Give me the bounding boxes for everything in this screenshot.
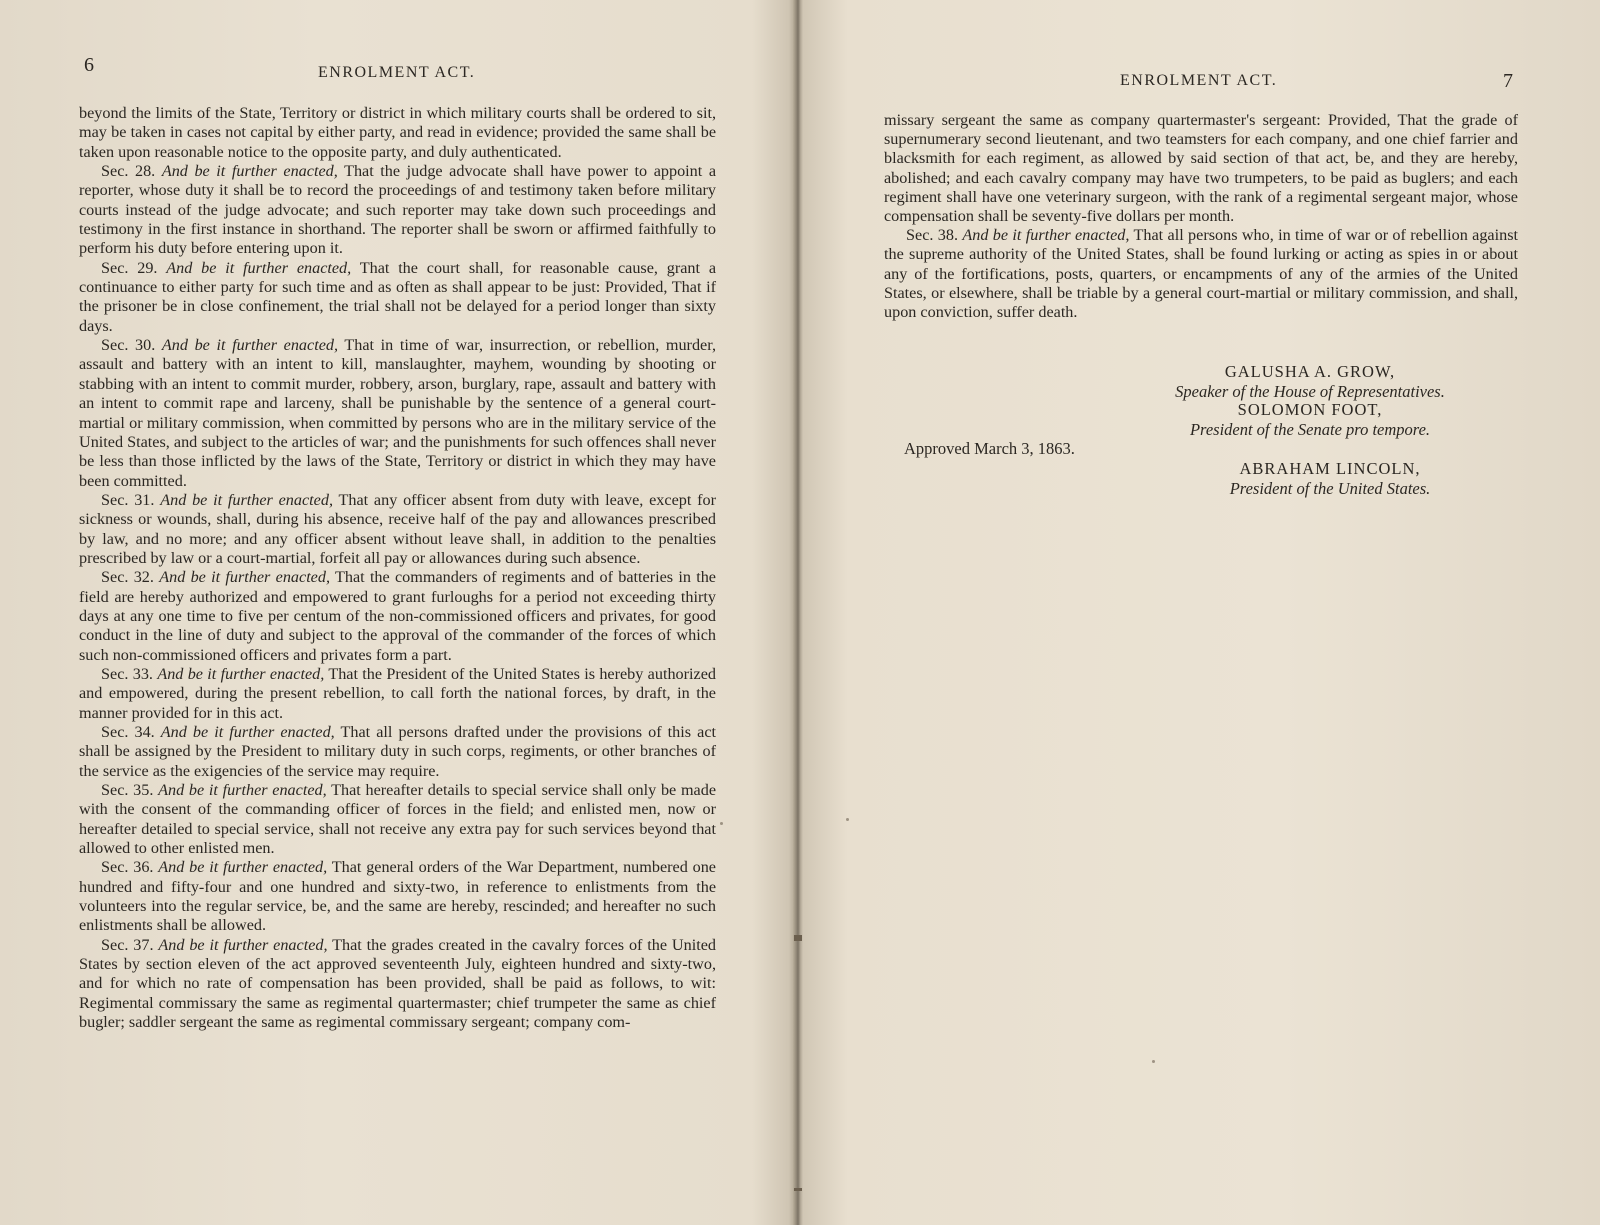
section-number: Sec. 32. <box>101 568 154 587</box>
section-34 <box>79 723 716 781</box>
section-body: That in time of war, insurrection, or rebellion, murder, assault and battery with an intent to kill, manslaughter, mayhem, wounding by shooting or stabbing with an intent to commit murder, robbery, arson, burglary, rape, assault and battery with an intent to commit rape and larceny, shall be punishable by the sentence of a general court-martial or military commission, when committed by persons who are in the military service of the United States, and subject to the articles of war; and the punishments for such offences shall never be less than those inflicted by the laws of the State, Territory or district in which they may have been committed. <box>79 336 717 490</box>
section-number: Sec. 30. <box>101 336 156 355</box>
signatory-title: Speaker of the House of Representatives. <box>1175 382 1445 401</box>
enacting-clause: And be it further enacted, <box>159 568 331 587</box>
section-30 <box>79 336 716 491</box>
section-37 <box>79 936 716 1033</box>
section-33 <box>79 665 716 723</box>
section-body: That the grades created in the cavalry forces of the United States by section eleven of the act approved seventeenth July, eighteen hundred and sixty-two, and for which no rate of compensation has been provided, shall be paid as follows, to wit: Regimental commissary the same as regimental quartermaster; chief trumpeter the same as chief bugler; saddler sergeant the same as regimental commissary sergeant; company com- <box>79 935 716 1032</box>
section-number: Sec. 29. <box>101 258 158 277</box>
enacting-clause: And be it further enacted, <box>161 336 339 355</box>
enacting-clause: And be it further enacted, <box>962 226 1130 245</box>
enacting-clause: And be it further enacted, <box>158 858 328 877</box>
section-38 <box>884 226 1518 322</box>
enacting-clause: And be it further enacted, <box>160 490 334 509</box>
enacting-clause: And be it further enacted, <box>158 781 327 800</box>
signatory-name: GALUSHA A. GROW, <box>1224 362 1396 381</box>
section-body: That any officer absent from duty with leave, except for sickness or wounds, shall, during his absence, receive half of the pay and allowances prescribed by law, and no more; and any officer absent without leave shall, in addition to the penalties prescribed by law or a court-martial, forfeit all pay or allowances during such absence. <box>79 490 717 567</box>
section-number: Sec. 38. <box>906 226 958 245</box>
section-35 <box>79 781 716 858</box>
paper-speck <box>720 822 723 825</box>
paragraph <box>79 104 716 162</box>
enacting-clause: And be it further enacted, <box>158 935 328 954</box>
page-number: 6 <box>84 54 94 76</box>
paragraph <box>884 111 1518 226</box>
section-body: That the President of the United States is hereby authorized and empowered, during the present rebellion, to call forth the national forces, by draft, in the manner provided for in this act. <box>79 664 716 722</box>
signature-speaker <box>1140 362 1480 402</box>
approval-date: Approved March 3, 1863. <box>904 439 1075 458</box>
paper-speck <box>1152 1060 1155 1063</box>
section-body: That the commanders of regiments and of batteries in the field are hereby authorized and empowered to grant furloughs for a period not exceeding thirty days at any one time to five per centum of the non-commissioned officers and privates, for good conduct in the line of duty and subject to the approval of the commander of the forces of which such non-commissioned officers and privates form a part. <box>79 568 716 664</box>
body-text <box>884 111 1518 322</box>
section-body: That general orders of the War Department, numbered one hundred and fifty-four and one hundred and sixty-two, in reference to enlistments from the volunteers into the regular service, be, and the same are hereby, rescinded; and hereafter no such enlistments shall be allowed. <box>79 858 716 935</box>
enacting-clause: And be it further enacted, <box>161 162 338 181</box>
enacting-clause: And be it further enacted, <box>160 723 335 741</box>
section-32 <box>79 568 716 665</box>
section-body: That all persons drafted under the provisions of this act shall be assigned by the President to military duty in such corps, regiments, or other branches of the service as the exigencies of the service may require. <box>79 723 716 780</box>
right-page <box>800 0 1600 1225</box>
paper-speck <box>846 818 849 821</box>
signatory-name: ABRAHAM LINCOLN, <box>1239 459 1421 478</box>
section-number: Sec. 28. <box>101 162 156 181</box>
section-31 <box>79 491 716 568</box>
page-number: 7 <box>1503 70 1513 92</box>
section-28 <box>79 162 716 259</box>
signatory-name: SOLOMON FOOT, <box>1237 400 1383 419</box>
paragraph-body: missary sergeant the same as company quartermaster's sergeant: Provided, That the grade of supernumerary second lieutenant, and two teamsters for each company, and one chief farrier and blacksmith for each regiment, as allowed by said section of that act, be, and they are hereby, abolished; and each cavalry company may have two trumpeters, to be paid as buglers; and each regiment shall have one veterinary surgeon, with the rank of a regimental sergeant major, whose compensation shall be seventy-five dollars per month. <box>884 111 1518 226</box>
section-number: Sec. 36. <box>101 858 154 877</box>
enacting-clause: And be it further enacted, <box>166 258 352 277</box>
section-body: That the judge advocate shall have power to appoint a reporter, whose duty it shall be to record the proceedings of and testimony taken before military courts instead of the judge advocate; and such reporter may take down such proceedings and testimony in the first instance in shorthand. The reporter shall be sworn or affirmed faithfully to perform his duty before entering upon it. <box>79 162 717 258</box>
section-number: Sec. 34. <box>101 723 155 741</box>
section-number: Sec. 31. <box>101 490 155 509</box>
signature-president <box>1170 459 1490 499</box>
signature-senate <box>1140 400 1480 440</box>
body-text <box>79 104 716 1033</box>
section-36 <box>79 858 716 935</box>
section-body: That hereafter details to special service shall only be made with the consent of the commanding officer of forces in the field; and enlisted men, now or hereafter detailed to special service, shall not receive any extra pay for such services beyond that allowed to other enlisted men. <box>79 781 717 858</box>
paragraph-body: beyond the limits of the State, Territory or district in which military courts shall be ordered to sit, may be taken in cases not capital by either party, and read in evidence; provided the same shall be taken upon reasonable notice to the opposite party, and duly authenticated. <box>79 104 716 161</box>
left-page <box>0 0 795 1225</box>
enacting-clause: And be it further enacted, <box>157 664 325 683</box>
signatory-title: President of the United States. <box>1229 479 1431 498</box>
section-body: That the court shall, for reasonable cause, grant a continuance to either party for such time and as often as shall appear to be just: Provided, That if the prisoner be in close confinement, the trial shall not be delayed for a period longer than sixty days. <box>79 258 717 335</box>
section-number: Sec. 35. <box>101 781 154 800</box>
running-head: ENROLMENT ACT. <box>1120 72 1278 89</box>
running-head: ENROLMENT ACT. <box>318 64 476 81</box>
section-body: That all persons who, in time of war or of rebellion against the supreme authority of the United States, shall be found lurking or acting as spies in or about any of the fortifications, posts, quarters, or encampments of any of the armies of the United States, or elsewhere, shall be triable by a general court-martial or military commission, and shall, upon conviction, suffer death. <box>884 226 1518 322</box>
section-29 <box>79 259 716 336</box>
section-number: Sec. 37. <box>101 935 154 954</box>
signatory-title: President of the Senate pro tempore. <box>1189 420 1431 439</box>
section-number: Sec. 33. <box>101 664 153 683</box>
